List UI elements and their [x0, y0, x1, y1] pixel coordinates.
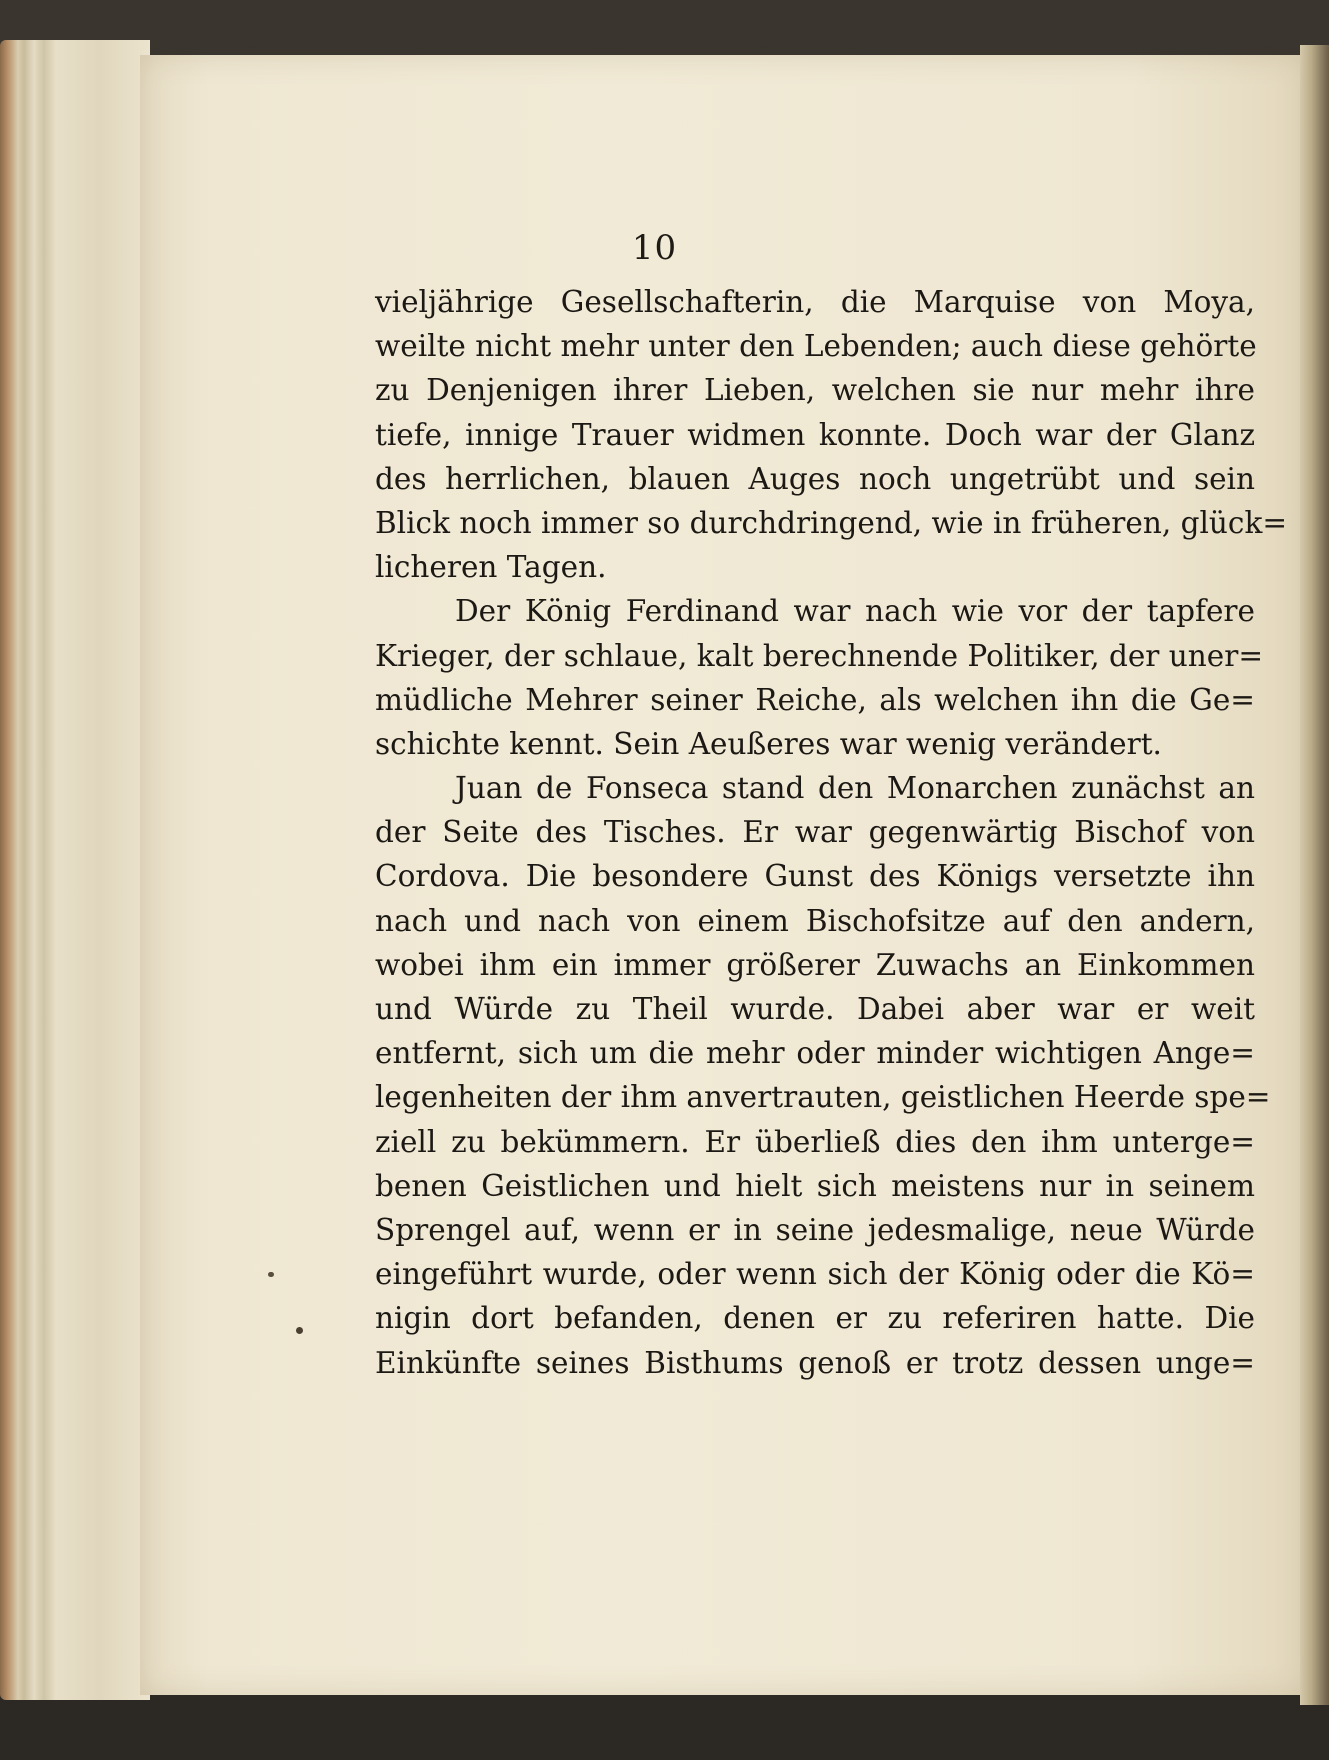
text-line: Blick noch immer so durchdringend, wie in früheren, glück=	[375, 505, 1288, 540]
text-line: nigin dort befanden, denen er zu referiren hatte. Die	[375, 1301, 1255, 1336]
text-line: der Seite des Tisches. Er war gegenwärtig Bischof von	[375, 815, 1255, 850]
text-line: des herrlichen, blauen Auges noch ungetrübt und sein	[375, 461, 1255, 496]
page-number: 10	[631, 228, 678, 268]
paper-speck	[296, 1327, 303, 1334]
text-line: Sprengel auf, wenn er in seine jedesmalige, neue Würde	[375, 1212, 1255, 1247]
text-line: Juan de Fonseca stand den Monarchen zunächst an	[455, 771, 1255, 806]
page-stack-left-edge	[0, 40, 150, 1700]
text-line: nach und nach von einem Bischofsitze auf den andern,	[375, 903, 1255, 938]
text-line: tiefe, innige Trauer widmen konnte. Doch war der Glanz	[375, 417, 1255, 452]
text-line: Cordova. Die besondere Gunst des Königs versetzte ihn	[375, 859, 1255, 894]
text-line: eingeführt wurde, oder wenn sich der König oder die Kö=	[375, 1257, 1255, 1292]
text-line: Krieger, der schlaue, kalt berechnende Politiker, der uner=	[375, 638, 1264, 673]
text-line: entfernt, sich um die mehr oder minder wichtigen Ange=	[375, 1036, 1255, 1071]
text-line: und Würde zu Theil wurde. Dabei aber war er weit	[375, 992, 1255, 1026]
text-line: zu Denjenigen ihrer Lieben, welchen sie nur mehr ihre	[375, 373, 1255, 408]
text-line: legenheiten der ihm anvertrauten, geistlichen Heerde spe=	[375, 1080, 1271, 1115]
text-line: schichte kennt. Sein Aeußeres war wenig verändert.	[375, 726, 1162, 761]
text-line: licheren Tagen.	[375, 550, 607, 585]
paper-speck	[268, 1272, 274, 1277]
text-line: vieljährige Gesellschafterin, die Marquise von Moya,	[375, 285, 1255, 319]
page-stack-right-edge	[1300, 45, 1329, 1705]
text-line: weilte nicht mehr unter den Lebenden; auch diese gehörte	[375, 329, 1257, 364]
text-line: Einkünfte seines Bisthums genoß er trotz dessen unge=	[375, 1345, 1255, 1380]
body-text	[375, 280, 1288, 1385]
text-line: benen Geistlichen und hielt sich meistens nur in seinem	[375, 1168, 1255, 1203]
text-line: müdliche Mehrer seiner Reiche, als welchen ihn die Ge=	[375, 682, 1255, 717]
text-line: wobei ihm ein immer größerer Zuwachs an Einkommen	[375, 947, 1255, 982]
text-line: ziell zu bekümmern. Er überließ dies den ihm unterge=	[375, 1124, 1255, 1159]
text-line: Der König Ferdinand war nach wie vor der tapfere	[455, 594, 1255, 629]
